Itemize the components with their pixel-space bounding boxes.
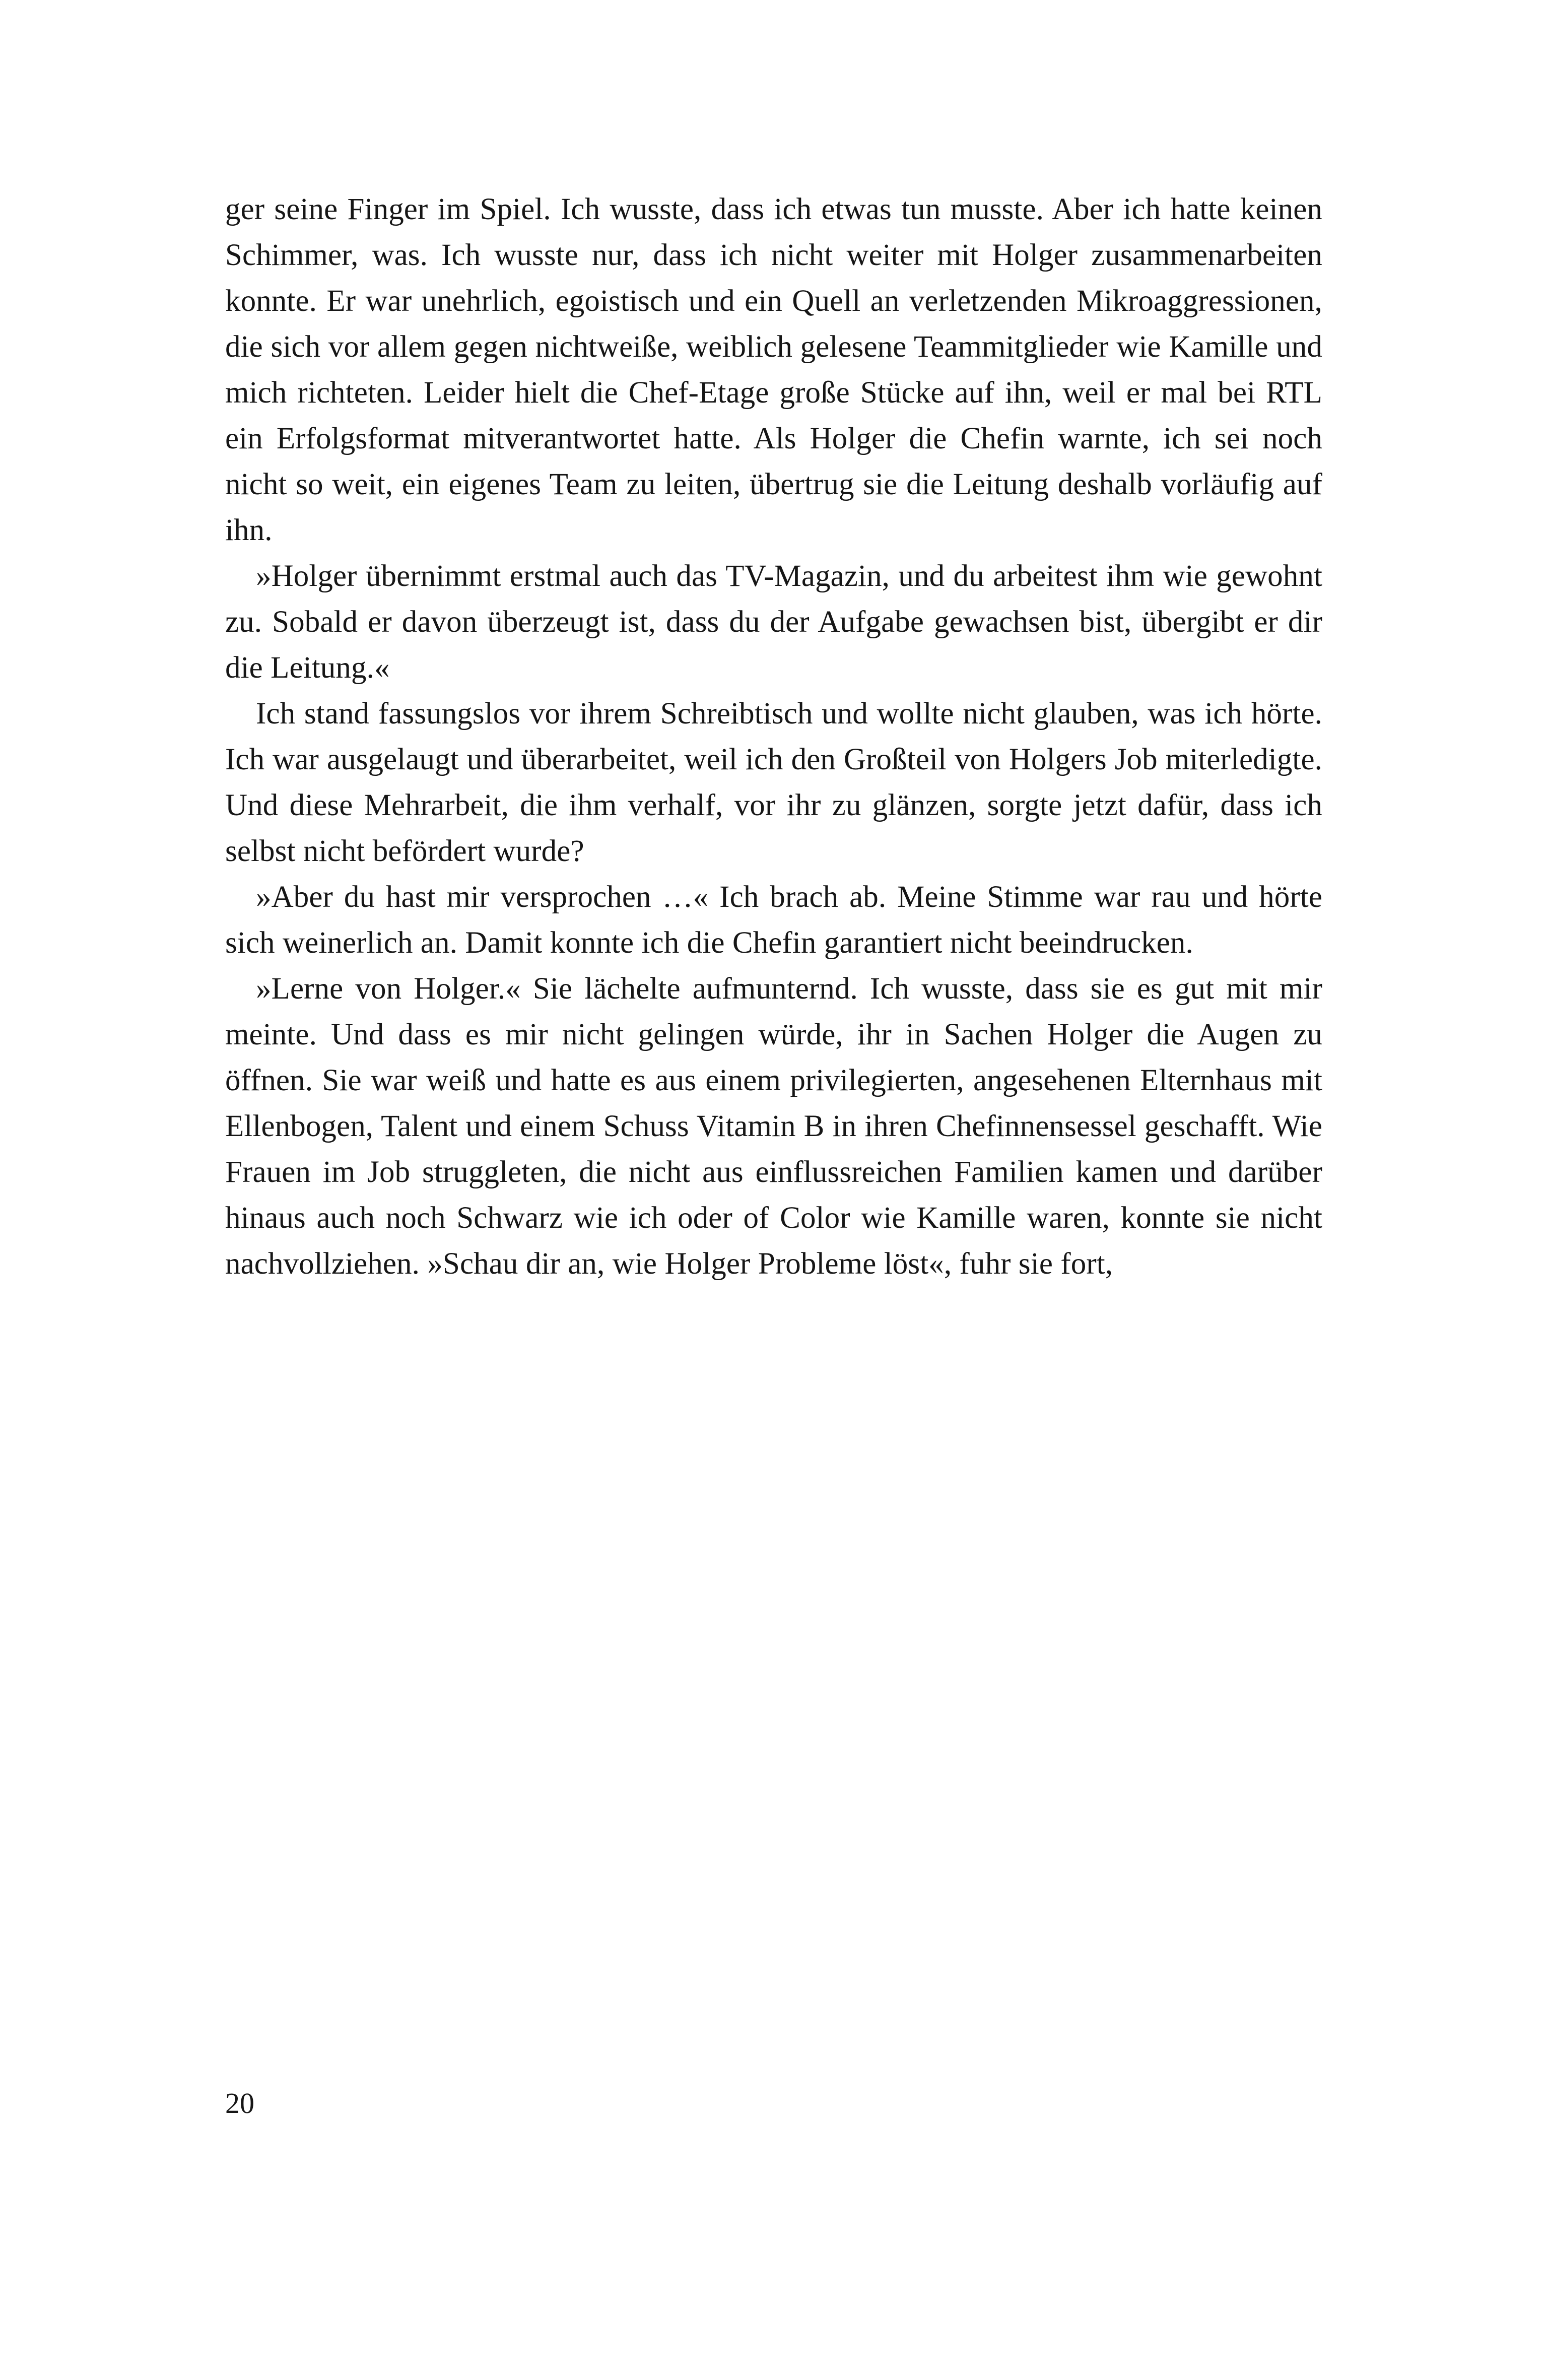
paragraph: Ich stand fassungslos vor ihrem Schreibtisch und wollte nicht glauben, was ich hörte. Ich war ausgelaugt und überarbeitet, weil ich den Großteil von Holgers Job miterledigte. Und diese Mehrarbeit, die ihm verhalf, vor ihr zu glänzen, sorgte jetzt dafür, dass ich selbst nicht befördert wurde? xyxy=(225,697,1322,868)
paragraph: »Holger übernimmt erstmal auch das TV-Magazin, und du arbeitest ihm wie gewohnt zu. Sobald er davon überzeugt ist, dass du der Aufgabe gewachsen bist, übergibt er dir die Leitung.« xyxy=(225,559,1322,685)
paragraph: »Lerne von Holger.« Sie lächelte aufmunternd. Ich wusste, dass sie es gut mit mir meinte. Und dass es mir nicht gelingen würde, ihr in Sachen Holger die Augen zu öffnen. Sie war weiß und hatte es aus einem privilegierten, angesehenen Elternhaus mit Ellenbogen, Talent und einem Schuss Vitamin B in ihren Chefinnensessel geschafft. Wie Frauen im Job struggleten, die nicht aus einflussreichen Familien kamen und darüber hinaus auch noch Schwarz wie ich oder of Color wie Kamille waren, konnte sie nicht nachvollziehen. »Schau dir an, wie Holger Probleme löst«, fuhr sie fort, xyxy=(225,972,1322,1281)
page-text-body xyxy=(225,186,1322,1287)
page-number: 20 xyxy=(225,2087,254,2120)
paragraph: »Aber du hast mir versprochen …« Ich brach ab. Meine Stimme war rau und hörte sich weinerlich an. Damit konnte ich die Chefin garantiert nicht beeindrucken. xyxy=(225,880,1322,960)
paragraph: ger seine Finger im Spiel. Ich wusste, dass ich etwas tun musste. Aber ich hatte keinen Schimmer, was. Ich wusste nur, dass ich nicht weiter mit Holger zusammenarbeiten konnte. Er war unehrlich, egoistisch und ein Quell an verletzenden Mikroaggressionen, die sich vor allem gegen nichtweiße, weiblich gelesene Teammitglieder wie Kamille und mich richteten. Leider hielt die Chef-Etage große Stücke auf ihn, weil er mal bei RTL ein Erfolgsformat mitverantwortet hatte. Als Holger die Chefin warnte, ich sei noch nicht so weit, ein eigenes Team zu leiten, übertrug sie die Leitung deshalb vorläufig auf ihn. xyxy=(225,192,1322,547)
